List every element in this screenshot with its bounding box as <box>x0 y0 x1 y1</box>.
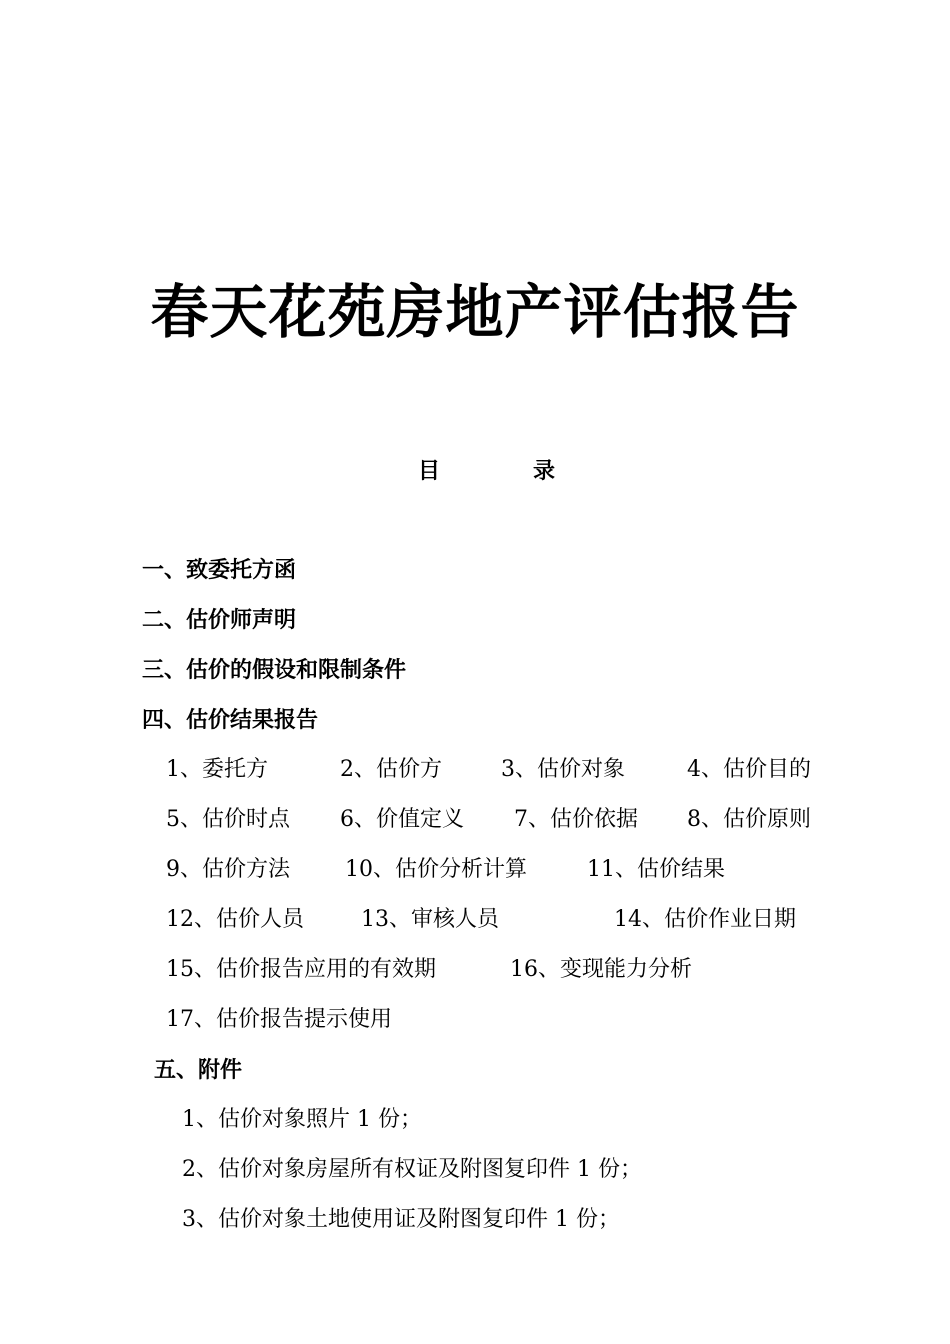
toc-report-item: 12、估价人员 <box>166 907 304 932</box>
toc-report-item: 2、估价方 <box>340 757 442 782</box>
toc-report-item: 4、估价目的 <box>687 757 811 782</box>
toc-report-row-2 <box>0 803 950 837</box>
toc-report-row-3 <box>0 853 950 887</box>
toc-report-row-5 <box>0 953 950 987</box>
toc-section-4: 四、估价结果报告 <box>142 707 319 733</box>
toc-report-item: 9、估价方法 <box>166 857 290 882</box>
toc-heading-char-2: 录 <box>533 458 556 484</box>
toc-report-item: 5、估价时点 <box>166 807 290 832</box>
toc-heading-char-1: 目 <box>418 458 441 484</box>
toc-section-3: 三、估价的假设和限制条件 <box>142 657 407 683</box>
toc-report-item: 10、估价分析计算 <box>345 857 527 882</box>
toc-report-item: 1、委托方 <box>166 757 268 782</box>
toc-report-item: 6、价值定义 <box>340 807 464 832</box>
toc-report-item: 14、估价作业日期 <box>614 907 796 932</box>
toc-section-5: 五、附件 <box>154 1057 243 1083</box>
toc-heading <box>0 454 950 488</box>
toc-appendix-item-2: 2、估价对象房屋所有权证及附图复印件 1 份； <box>182 1157 642 1182</box>
toc-report-row-6 <box>0 1003 950 1037</box>
toc-report-item: 16、变现能力分析 <box>510 957 692 982</box>
toc-report-item: 17、估价报告提示使用 <box>166 1007 392 1032</box>
document-title: 春天花苑房地产评估报告 <box>150 278 800 346</box>
toc-report-item: 11、估价结果 <box>587 857 725 882</box>
toc-report-row-1 <box>0 753 950 787</box>
toc-report-item: 15、估价报告应用的有效期 <box>166 957 436 982</box>
toc-report-item: 3、估价对象 <box>501 757 625 782</box>
toc-section-2: 二、估价师声明 <box>142 607 297 633</box>
toc-report-item: 8、估价原则 <box>687 807 811 832</box>
toc-report-row-4 <box>0 903 950 937</box>
toc-appendix-item-1: 1、估价对象照片 1 份； <box>182 1107 422 1132</box>
toc-report-item: 13、审核人员 <box>361 907 499 932</box>
toc-appendix-item-3: 3、估价对象土地使用证及附图复印件 1 份； <box>182 1207 620 1232</box>
toc-section-1: 一、致委托方函 <box>142 557 297 583</box>
toc-report-item: 7、估价依据 <box>514 807 638 832</box>
